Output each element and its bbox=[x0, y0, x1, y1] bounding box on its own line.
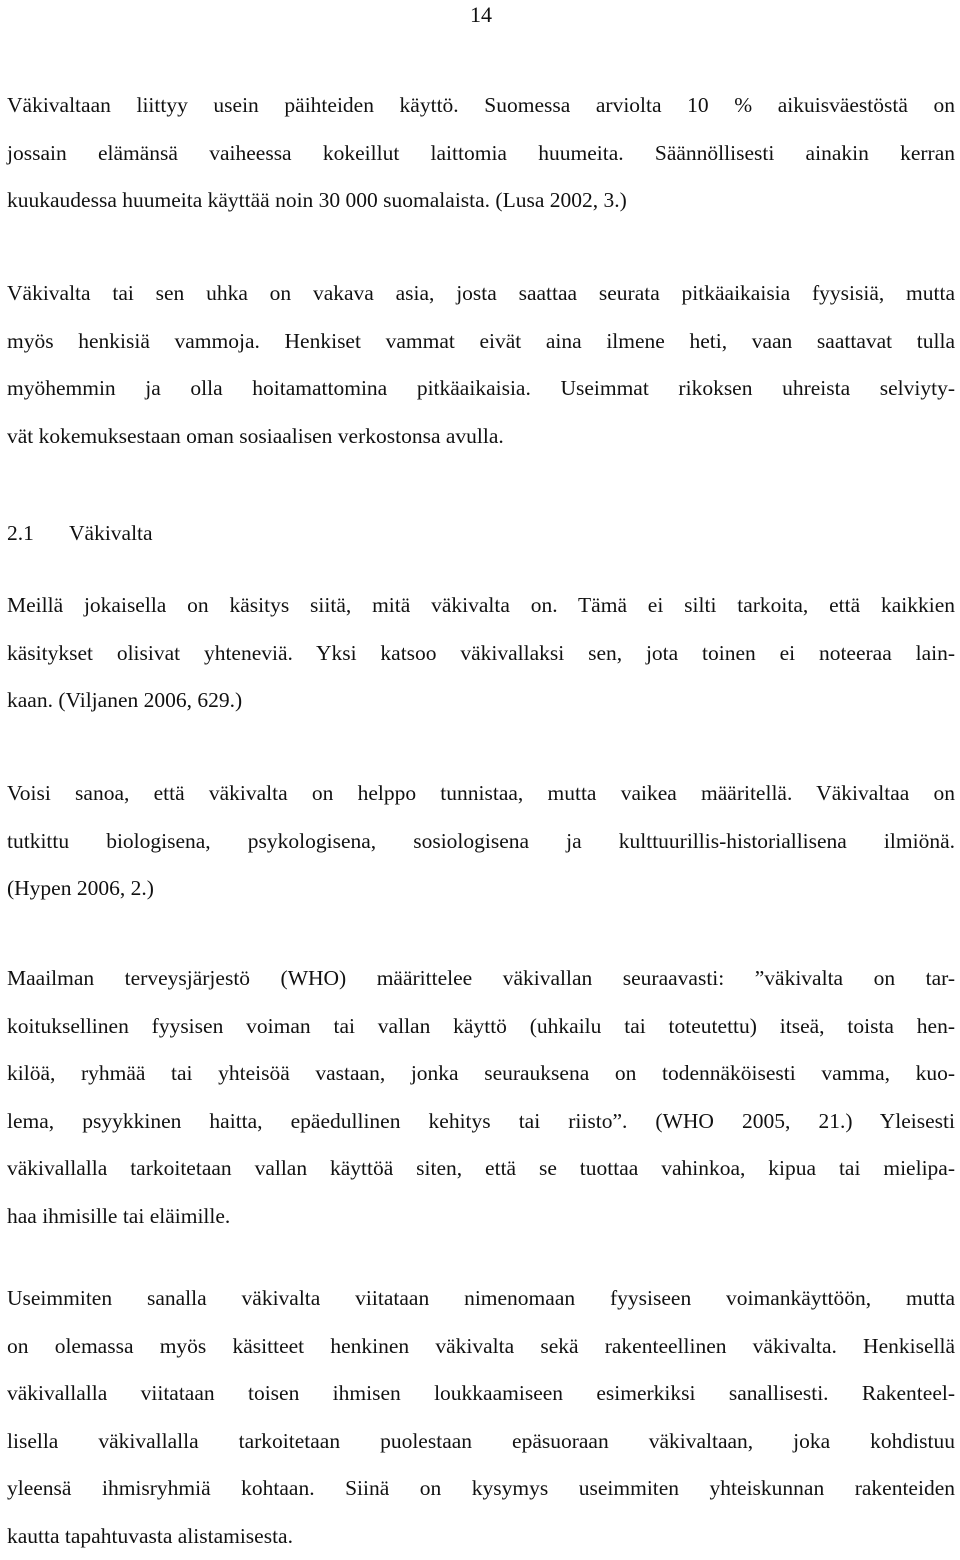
paragraph-line: jossain elämänsä vaiheessa kokeillut laittomia huumeita. Säännöllisesti ainakin kerran bbox=[7, 130, 955, 178]
paragraph-line: lema, psyykkinen haitta, epäedullinen kehitys tai riisto”. (WHO 2005, 21.) Yleisesti bbox=[7, 1098, 955, 1146]
paragraph-line: lisella väkivallalla tarkoitetaan puolestaan epäsuoraan väkivaltaan, joka kohdistuu bbox=[7, 1418, 955, 1466]
paragraph-line: väkivallalla tarkoitetaan vallan käyttöä siten, että se tuottaa vahinkoa, kipua tai mielipa- bbox=[7, 1145, 955, 1193]
paragraph-line: haa ihmisille tai eläimille. bbox=[7, 1193, 955, 1241]
paragraph-violence-types bbox=[7, 1275, 955, 1560]
paragraph-line: on olemassa myös käsitteet henkinen väkivalta sekä rakenteellinen väkivalta. Henkisellä bbox=[7, 1323, 955, 1371]
paragraph-line: väkivallalla viitataan toisen ihmisen loukkaamiseen esimerkiksi sanallisesti. Rakenteel- bbox=[7, 1370, 955, 1418]
paragraph-line: Väkivaltaan liittyy usein päihteiden käyttö. Suomessa arviolta 10 % aikuisväestöstä on bbox=[7, 82, 955, 130]
paragraph-line: kautta tapahtuvasta alistamisesta. bbox=[7, 1513, 955, 1560]
paragraph-line: käsitykset olisivat yhteneviä. Yksi katsoo väkivallaksi sen, jota toinen ei noteeraa lain- bbox=[7, 630, 955, 678]
paragraph-line: yleensä ihmisryhmiä kohtaan. Siinä on kysymys useimmiten yhteiskunnan rakenteiden bbox=[7, 1465, 955, 1513]
paragraph-line: (Hypen 2006, 2.) bbox=[7, 865, 955, 913]
paragraph-line: Meillä jokaisella on käsitys siitä, mitä väkivalta on. Tämä ei silti tarkoita, että kaikkien bbox=[7, 582, 955, 630]
paragraph-line: myöhemmin ja olla hoitamattomina pitkäaikaisia. Useimmat rikoksen uhreista selviyty- bbox=[7, 365, 955, 413]
paragraph-line: Maailman terveysjärjestö (WHO) määrittelee väkivallan seuraavasti: ”väkivalta on tar- bbox=[7, 955, 955, 1003]
section-heading bbox=[7, 518, 153, 548]
paragraph-line: tutkittu biologisena, psykologisena, sosiologisena ja kulttuurillis-historiallisena ilmiönä. bbox=[7, 818, 955, 866]
page-number: 14 bbox=[470, 2, 492, 28]
section-title: Väkivalta bbox=[69, 521, 153, 545]
paragraph-line: Useimmiten sanalla väkivalta viitataan nimenomaan fyysiseen voimankäyttöön, mutta bbox=[7, 1275, 955, 1323]
paragraph-line: koituksellinen fyysisen voiman tai vallan käyttö (uhkailu tai toteutettu) itseä, toista hen- bbox=[7, 1003, 955, 1051]
paragraph-line: vät kokemuksestaan oman sosiaalisen verkostonsa avulla. bbox=[7, 413, 955, 461]
section-number: 2.1 bbox=[7, 518, 69, 548]
paragraph-line: Voisi sanoa, että väkivalta on helppo tunnistaa, mutta vaikea määritellä. Väkivaltaa on bbox=[7, 770, 955, 818]
paragraph-who-definition bbox=[7, 955, 955, 1240]
paragraph-line: kilöä, ryhmää tai yhteisöä vastaan, jonka seurauksena on todennäköisesti vamma, kuo- bbox=[7, 1050, 955, 1098]
paragraph-line: Väkivalta tai sen uhka on vakava asia, josta saattaa seurata pitkäaikaisia fyysisiä, mutta bbox=[7, 270, 955, 318]
paragraph-drug-use bbox=[7, 82, 955, 225]
paragraph-violence-threat bbox=[7, 270, 955, 460]
paragraph-definition-difficulty bbox=[7, 770, 955, 913]
paragraph-line: kuukaudessa huumeita käyttää noin 30 000 suomalaista. (Lusa 2002, 3.) bbox=[7, 177, 955, 225]
paragraph-line: myös henkisiä vammoja. Henkiset vammat eivät aina ilmene heti, vaan saattavat tulla bbox=[7, 318, 955, 366]
paragraph-line: kaan. (Viljanen 2006, 629.) bbox=[7, 677, 955, 725]
paragraph-conceptions bbox=[7, 582, 955, 725]
